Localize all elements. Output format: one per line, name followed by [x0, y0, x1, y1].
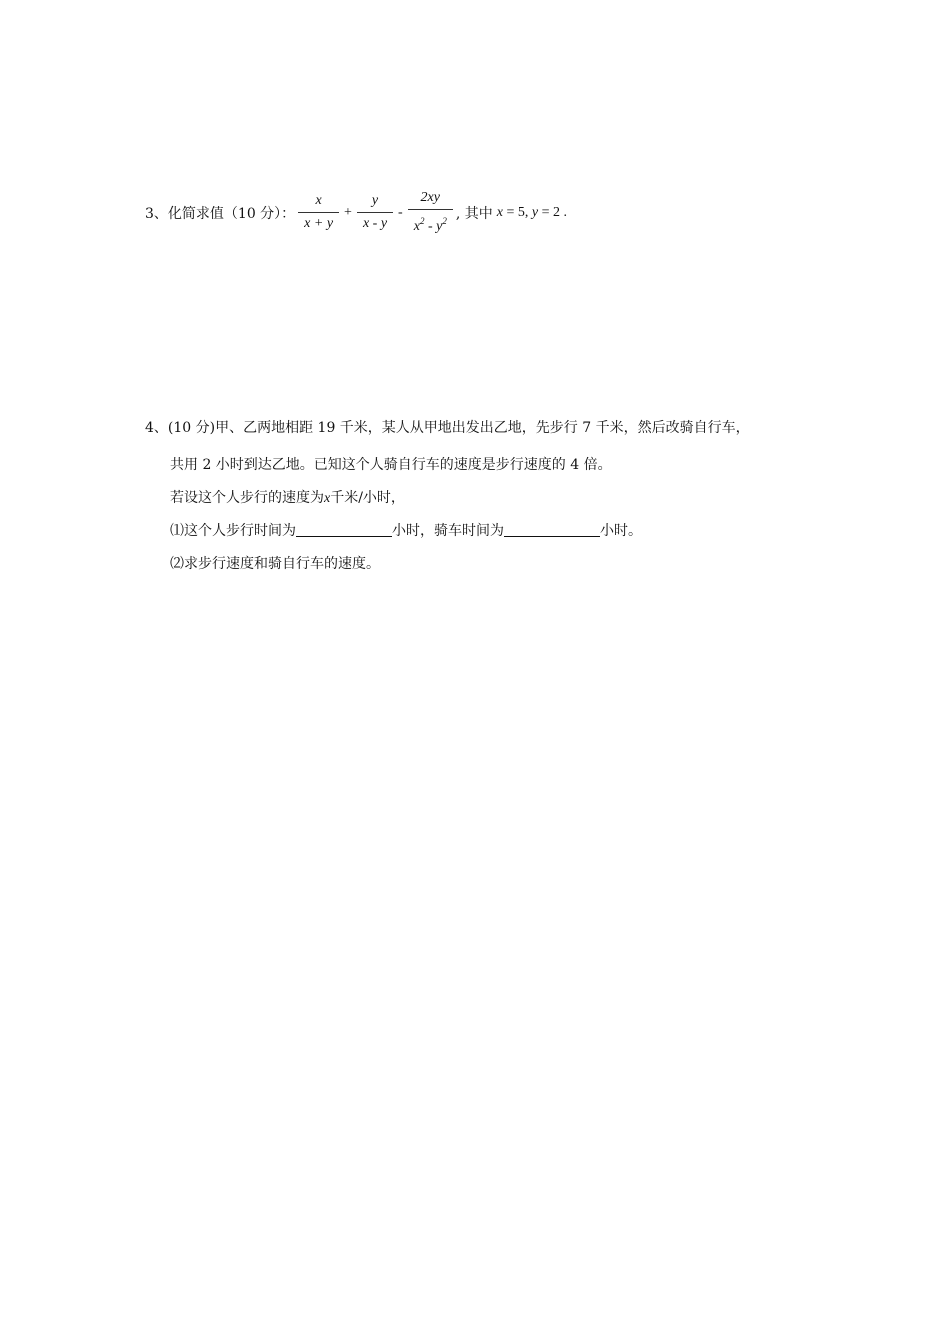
fraction-3-denominator: $x^2 - y^2$ — [413, 216, 447, 234]
minus-operator: - — [398, 204, 403, 220]
sub1-middle: 小时，骑车时间为 — [392, 523, 504, 539]
q4-line-3 — [170, 488, 405, 509]
q3-condition-x: x — [496, 204, 503, 220]
fraction-2-denominator: x - y — [362, 216, 388, 231]
fraction-1 — [298, 193, 339, 232]
fraction-1-denominator: x + y — [304, 216, 334, 231]
q3-condition-x-value: = 5, — [502, 204, 532, 220]
question-3 — [145, 190, 567, 235]
q4-variable-x: x — [324, 491, 331, 506]
answer-blank-cycling-time[interactable] — [504, 522, 600, 537]
fraction-1-numerator: x — [315, 193, 322, 208]
q4-line-3-suffix: 千米/小时， — [330, 490, 405, 506]
q4-line-2: 共用 2 小时到达乙地。已知这个人骑自行车的速度是步行速度的 4 倍。 — [170, 457, 612, 473]
fraction-3-numerator: 2xy — [420, 190, 440, 205]
q3-condition-y-value: = 2 . — [538, 204, 567, 220]
fraction-3 — [408, 190, 453, 235]
q4-sub-question-1 — [170, 521, 642, 541]
q4-line-1: 4、(10 分)甲、乙两地相距 19 千米，某人从甲地出发出乙地，先步行 7 千米，然后改骑自行车， — [145, 420, 750, 436]
sub1-suffix: 小时。 — [600, 523, 642, 539]
q4-sub-question-2: ⑵求步行速度和骑自行车的速度。 — [170, 556, 380, 572]
q3-prefix: 3、化简求值（10 分）： — [145, 205, 296, 222]
sub1-prefix: ⑴这个人步行时间为 — [170, 523, 296, 539]
q3-condition-y: y — [531, 204, 539, 220]
fraction-2 — [357, 193, 393, 232]
q4-line-3-prefix: 若设这个人步行的速度为 — [170, 490, 324, 506]
fraction-2-numerator: y — [371, 193, 379, 208]
q3-condition-prefix: , 其中 — [455, 205, 493, 222]
answer-blank-walking-time[interactable] — [296, 522, 392, 537]
plus-operator: + — [344, 204, 352, 220]
